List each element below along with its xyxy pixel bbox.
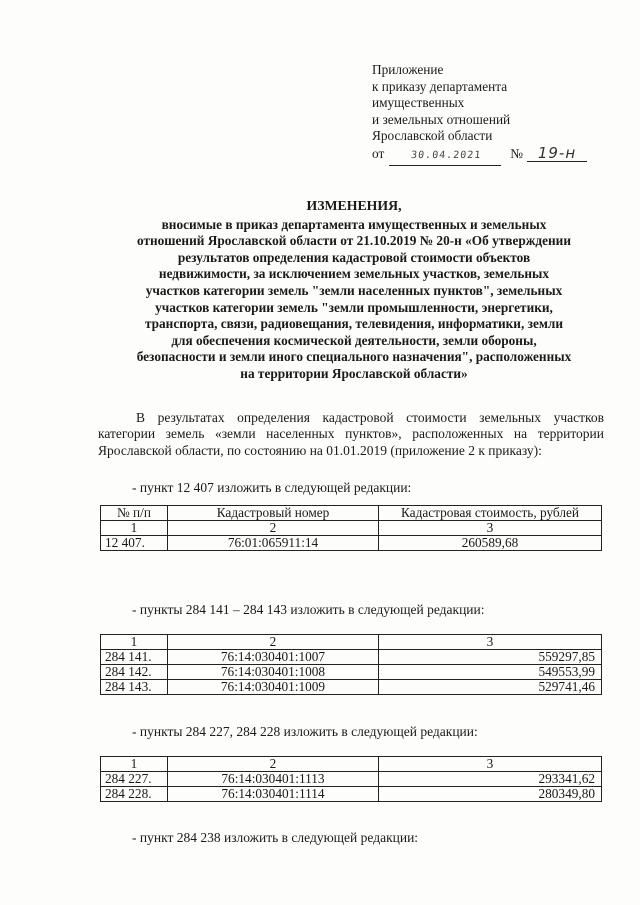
index-cell: 3 (379, 521, 602, 536)
index-cell: 2 (168, 757, 379, 772)
table-row (101, 680, 602, 695)
table-row (101, 787, 602, 802)
title-line: участков категории земель "земли населенных пунктов", земельных (145, 282, 563, 298)
order-date-line (372, 145, 587, 166)
index-cell: 1 (101, 757, 168, 772)
index-cell: 1 (101, 521, 168, 536)
table-header-row (101, 506, 602, 521)
index-cell: 2 (168, 635, 379, 650)
index-cell: 1 (101, 635, 168, 650)
row-cadastral-number: 76:14:030401:1008 (168, 665, 379, 680)
section-label: - пункт 12 407 изложить в следующей редакции: (132, 480, 412, 495)
intro-paragraph: В результатах определения кадастровой стоимости земельных участков категории земель «земли населенных пунктов», расположенных на территории Ярославской области, по состоянию на 01.01.2019 (приложение 2 к приказу): (98, 410, 604, 458)
row-cadastral-number: 76:14:030401:1113 (168, 772, 379, 787)
row-item-number: 284 142. (101, 665, 168, 680)
document-title (98, 198, 610, 383)
appendix-line: имущественных (372, 95, 465, 110)
title-heading: ИЗМЕНЕНИЯ, (306, 198, 402, 213)
order-date: 30.04.2021 (389, 148, 503, 166)
table-index-row (101, 635, 602, 650)
row-cadastral-number: 76:14:030401:1009 (168, 680, 379, 695)
row-item-number: 284 227. (101, 772, 168, 787)
row-item-number: 284 141. (101, 650, 168, 665)
table-index-row (101, 757, 602, 772)
row-cadastral-number: 76:14:030401:1114 (168, 787, 379, 802)
header-cell-cadastral-number: Кадастровый номер (168, 506, 379, 521)
title-line: на территории Ярославской области» (240, 365, 468, 381)
cadastral-table (100, 634, 602, 695)
title-line: для обеспечения космической деятельности, земли обороны, (171, 332, 537, 348)
row-cadastral-value: 529741,46 (379, 680, 602, 695)
header-cell-number: № п/п (101, 506, 168, 521)
title-line: недвижимости, за исключением земельных участков, земельных (158, 266, 550, 282)
table-row (101, 536, 602, 551)
appendix-line: и земельных отношений (372, 111, 511, 127)
row-cadastral-number: 76:01:065911:14 (168, 536, 379, 551)
row-cadastral-number: 76:14:030401:1007 (168, 650, 379, 665)
title-line: результатов определения кадастровой стоимости объектов (177, 249, 531, 265)
row-cadastral-value: 260589,68 (379, 536, 602, 551)
order-number: 19-н (527, 145, 587, 163)
section-label: - пункт 284 238 изложить в следующей редакции: (132, 830, 419, 845)
appendix-line: Ярославской области (372, 128, 493, 143)
number-sign: № (510, 145, 523, 161)
title-line: безопасности и земли иного специального назначения", расположенных (136, 349, 572, 365)
cadastral-table (100, 756, 602, 802)
title-line: отношений Ярославской области от 21.10.2019 № 20-н «Об утверждении (136, 233, 572, 249)
table-row (101, 665, 602, 680)
section-label: - пункты 284 141 – 284 143 изложить в следующей редакции: (132, 602, 485, 617)
appendix-line: Приложение (372, 62, 444, 77)
index-cell: 2 (168, 521, 379, 536)
intro-text (98, 410, 604, 459)
table-row (101, 772, 602, 787)
row-cadastral-value: 549553,99 (379, 665, 602, 680)
section-label: - пункты 284 227, 284 228 изложить в следующей редакции: (132, 724, 478, 739)
date-prefix: от (372, 145, 385, 161)
table-index-row (101, 521, 602, 536)
cadastral-table (100, 505, 602, 551)
row-cadastral-value: 293341,62 (379, 772, 602, 787)
index-cell: 3 (379, 757, 602, 772)
index-cell: 3 (379, 635, 602, 650)
title-line: участков категории земель "земли промышленности, энергетики, (155, 299, 553, 315)
appendix-line: к приказу департамента (372, 78, 508, 94)
title-line: вносимые в приказ департамента имущественных и земельных (161, 216, 547, 232)
appendix-block (372, 62, 587, 165)
row-cadastral-value: 280349,80 (379, 787, 602, 802)
title-line: транспорта, связи, радиовещания, телевидения, информатики, земли (144, 316, 564, 332)
row-item-number: 284 228. (101, 787, 168, 802)
table-row (101, 650, 602, 665)
row-cadastral-value: 559297,85 (379, 650, 602, 665)
row-item-number: 12 407. (101, 536, 168, 551)
row-item-number: 284 143. (101, 680, 168, 695)
header-cell-cadastral-value: Кадастровая стоимость, рублей (379, 506, 602, 521)
